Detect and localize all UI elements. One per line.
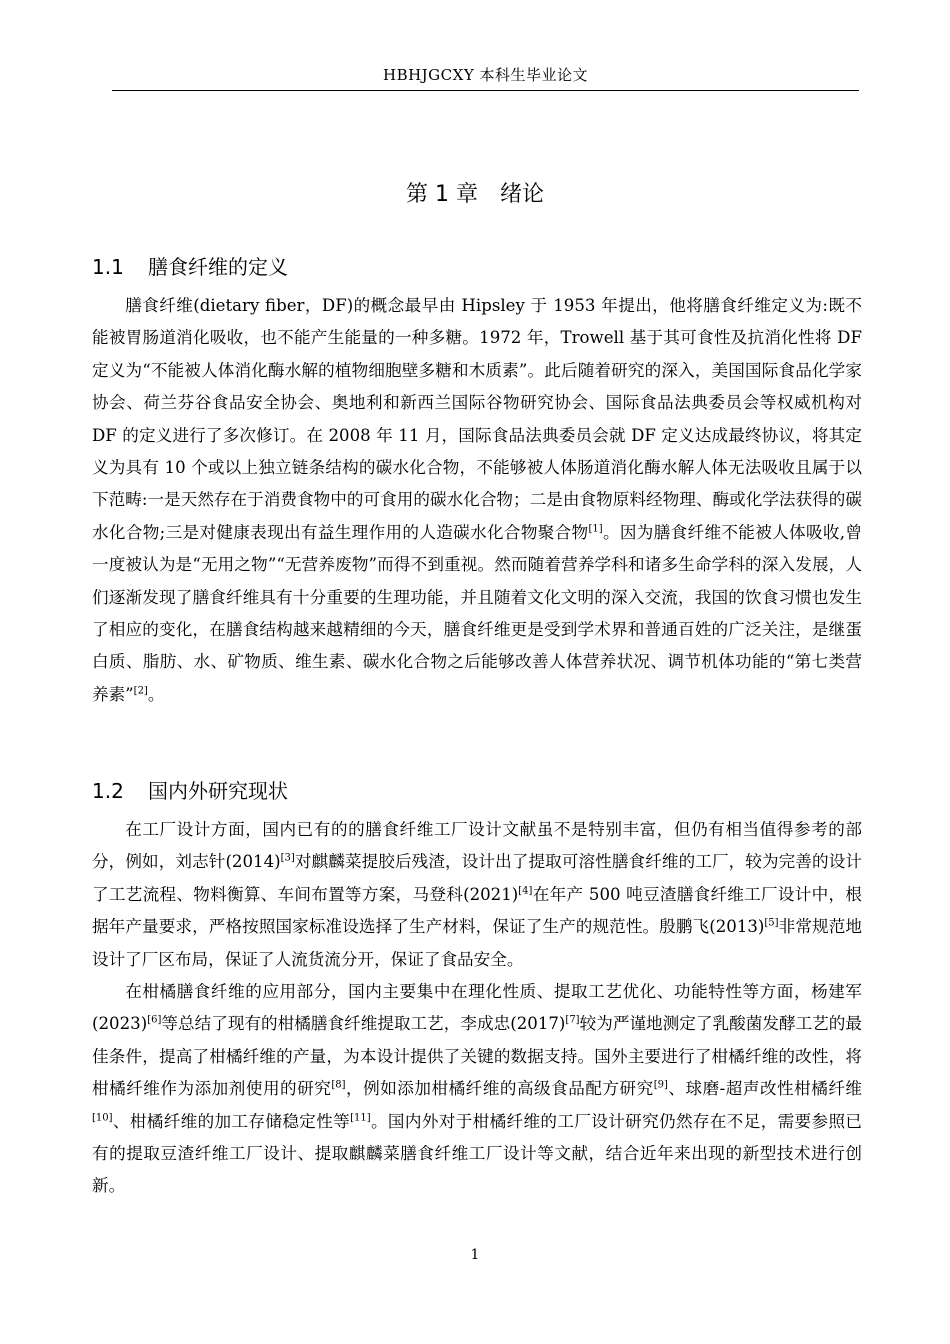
page-number xyxy=(0,1245,950,1265)
section-paragraph xyxy=(92,814,862,976)
section-1-2 xyxy=(92,776,862,1203)
paragraph-text: 在工厂设计方面，国内已有的的膳食纤维工厂设计文献虽不是特别丰富，但仍有相当值得参考的部分，例如，刘志针(2014) xyxy=(92,820,862,872)
paragraph-text: 等总结了现有的柑橘膳食纤维提取工艺，李成忠(2017) xyxy=(161,1014,566,1034)
paragraph-text: 。 xyxy=(147,684,165,704)
section-heading xyxy=(92,776,862,806)
paragraph-text: 膳食纤维(dietary fiber，DF)的概念最早由 Hipsley 于 1953 年提出，他将膳食纤维定义为:既不能被胃肠道消化吸收，也不能产生能量的一种多糖。1972 年，Trowell 基于其可食性及抗消化性将 DF 定义为“不能被人体消化酶水解的植物细胞壁多糖和木质素”。此后随着研究的深入，美国国际食品化学家协会、荷兰芬谷食品安全协会、奥地利和新西兰国际谷物研究协会、国际食品法典委员会等权威机构对 DF 的定义进行了多次修订。在 2008 年 11 月，国际食品法典委员会就 DF 定义达成最终协议，将其定义为具有 10 个或以上独立链条结构的碳水化合物，不能够被人体肠道消化酶水解人体无法吸收且属于以下范畴:一是天然存在于消费食物中的可食用的碳水化合物；二是由食物原料经物理、酶或化学法获得的碳水化合物;三是对健康表现出有益生理作用的人造碳水化合物聚合物 xyxy=(92,296,862,542)
citation-ref: [7] xyxy=(565,1014,580,1026)
section-number: 1.1 xyxy=(92,255,124,279)
paragraph-text: 非常规范地设计了厂区布局，保证了人流货流分开，保证了食品安全。 xyxy=(92,917,862,969)
chapter-number: 第 1 章 xyxy=(406,182,478,207)
section-number: 1.2 xyxy=(92,779,124,803)
citation-ref: [4] xyxy=(518,885,533,897)
running-header xyxy=(112,62,859,91)
paragraph-text: 较为严谨地测定了乳酸菌发酵工艺的最佳条件，提高了柑橘纤维的产量，为本设计提供了关键的数据支持。国外主要进行了柑橘纤维的改性，将柑橘纤维作为添加剂使用的研究 xyxy=(92,1014,863,1099)
chapter-name: 绪论 xyxy=(499,182,544,207)
section-paragraph xyxy=(92,976,862,1203)
page-number-text: 1 xyxy=(470,1247,480,1263)
chapter-title xyxy=(0,180,950,210)
citation-ref: [1] xyxy=(588,523,603,535)
section-1-1 xyxy=(92,252,862,711)
section-title: 膳食纤维的定义 xyxy=(148,255,288,279)
paragraph-text: 对麒麟菜提胶后残渣，设计出了提取可溶性膳食纤维的工厂，较为完善的设计了工艺流程、物料衡算、车间布置等方案，马登科(2021) xyxy=(92,852,862,904)
paragraph-text: 。因为膳食纤维不能被人体吸收,曾一度被认为是“无用之物”“无营养废物”而得不到重视。然而随着营养学科和诸多生命学科的深入发展，人们逐渐发现了膳食纤维具有十分重要的生理功能，并且随着文化文明的深入交流，我国的饮食习惯也发生了相应的变化，在膳食结构越来越精细的今天，膳食纤维更是受到学术界和普通百姓的广泛关注，是继蛋白质、脂肪、水、矿物质、维生素、碳水化合物之后能够改善人体营养状况、调节机体功能的“第七类营养素” xyxy=(92,522,862,704)
paragraph-text: 、球磨-超声改性柑橘纤维 xyxy=(667,1079,863,1099)
section-title: 国内外研究现状 xyxy=(148,779,288,803)
citation-ref: [6] xyxy=(147,1014,162,1026)
citation-ref: [3] xyxy=(280,852,295,864)
running-header-text: HBHJGCXY 本科生毕业论文 xyxy=(382,66,588,84)
paragraph-text: 在柑橘膳食纤维的应用部分，国内主要集中在理化性质、提取工艺优化、功能特性等方面，杨建军(2023) xyxy=(92,982,862,1034)
citation-ref: [11] xyxy=(350,1112,371,1124)
paragraph-text: 在年产 500 吨豆渣膳食纤维工厂设计中，根据年产量要求，严格按照国家标准设选择了生产材料，保证了生产的规范性。殷鹏飞(2013) xyxy=(92,884,862,937)
paragraph-text: 、柑橘纤维的加工存储稳定性等 xyxy=(112,1111,351,1131)
citation-ref: [10] xyxy=(92,1112,113,1124)
section-paragraph xyxy=(92,290,862,711)
section-heading xyxy=(92,252,862,282)
citation-ref: [2] xyxy=(133,685,148,697)
citation-ref: [9] xyxy=(653,1079,668,1091)
citation-ref: [8] xyxy=(331,1079,346,1091)
paragraph-text: 。国内外对于柑橘纤维的工厂设计研究仍然存在不足，需要参照已有的提取豆渣纤维工厂设计、提取麒麟菜膳食纤维工厂设计等文献，结合近年来出现的新型技术进行创新。 xyxy=(92,1111,863,1196)
paragraph-text: ，例如添加柑橘纤维的高级食品配方研究 xyxy=(345,1079,654,1099)
citation-ref: [5] xyxy=(764,917,779,929)
